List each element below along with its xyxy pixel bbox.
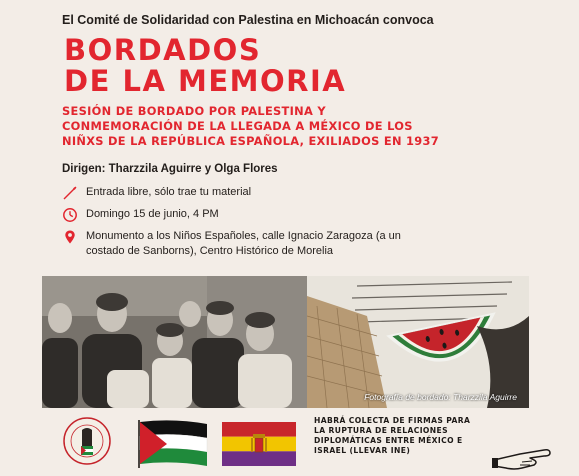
subtitle-line-3: NIÑXS DE LA REPÚBLICA ESPAÑOLA, EXILIADOS EN 1937 — [62, 134, 439, 148]
lugar-line-1: Monumento a los Niños Españoles, calle Ignacio Zaragoza (a un — [86, 230, 401, 242]
pointing-hand-icon — [492, 438, 556, 472]
header-convoca: El Comité de Solidaridad con Palestina en Michoacán convoca — [62, 13, 434, 27]
clock-icon — [62, 207, 78, 223]
main-title — [64, 35, 346, 97]
info-fecha — [62, 207, 219, 223]
entrada-text: Entrada libre, sólo trae tu material — [86, 186, 252, 198]
needle-icon — [62, 185, 78, 201]
subtitle — [62, 104, 492, 149]
dirigen-text: Dirigen: Tharzzila Aguirre y Olga Flores — [62, 163, 278, 175]
subtitle-line-1: SESIÓN DE BORDADO POR PALESTINA Y — [62, 104, 326, 118]
title-line-1: BORDADOS — [64, 33, 262, 67]
spanish-republic-flag — [222, 422, 296, 466]
historic-photo — [42, 276, 312, 408]
location-pin-icon — [62, 229, 78, 245]
photo-strip — [42, 276, 529, 408]
info-entrada — [62, 185, 251, 201]
photo-caption: Fotografía de bordado: Tharzzila Aguirre — [364, 392, 517, 402]
embroidery-photo — [307, 276, 529, 408]
palestine-flag — [137, 420, 209, 468]
historic-photo-figures — [42, 276, 312, 408]
subtitle-line-2: CONMEMORACIÓN DE LA LLEGADA A MÉXICO DE LOS — [62, 119, 413, 133]
lugar-line-2: costado de Sanborns), Centro Histórico de Morelia — [86, 245, 334, 257]
lugar-text — [86, 229, 401, 259]
footer-notice — [314, 416, 484, 456]
title-line-2: DE LA MEMORIA — [64, 64, 347, 98]
committee-logo — [62, 416, 112, 466]
footer-line-3: DIPLOMÁTICAS ENTRE MÉXICO E — [314, 436, 463, 445]
embroidery-photo-scene — [307, 276, 529, 408]
footer-line-1: HABRÁ COLECTA DE FIRMAS PARA — [314, 416, 471, 425]
footer-line-4: ISRAEL (LLEVAR INE) — [314, 446, 411, 455]
fecha-text: Domingo 15 de junio, 4 PM — [86, 208, 219, 220]
info-lugar — [62, 229, 422, 259]
footer-line-2: LA RUPTURA DE RELACIONES — [314, 426, 449, 435]
